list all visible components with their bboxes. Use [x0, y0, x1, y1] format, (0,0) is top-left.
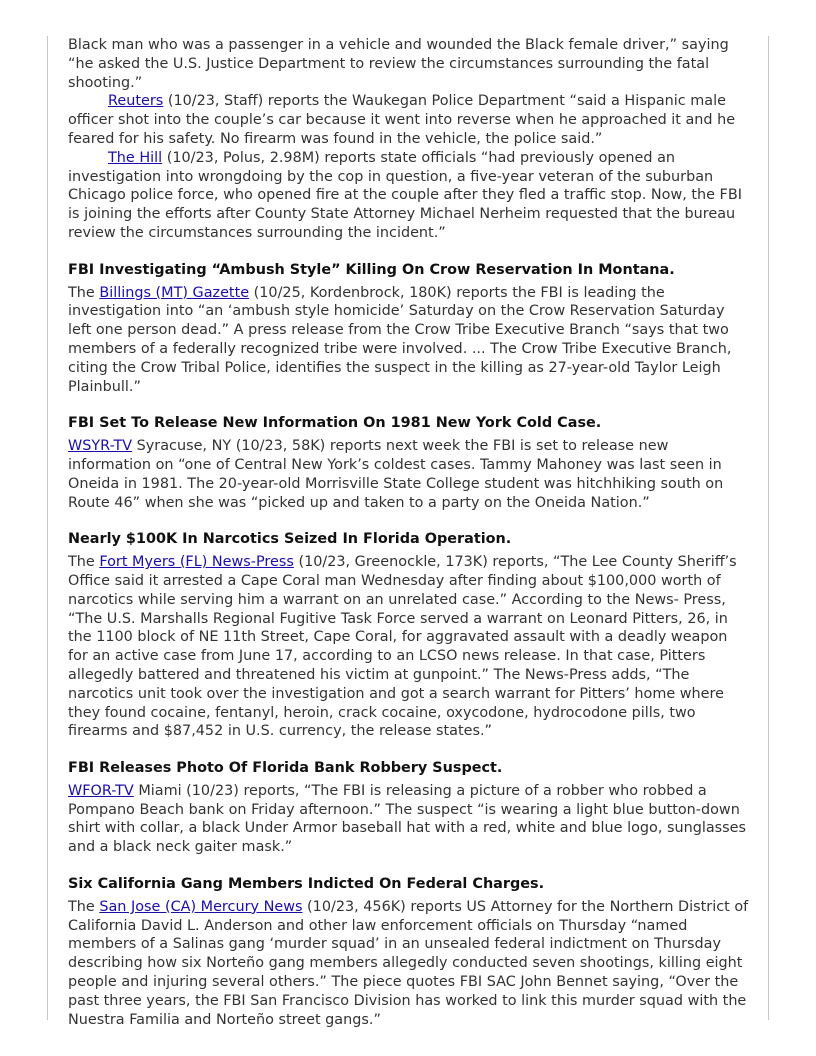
source-link-fort-myers-news-press[interactable]: Fort Myers (FL) News-Press — [99, 554, 294, 571]
article-headline-cold-case: FBI Set To Release New Information On 1981 New York Cold Case. — [68, 415, 602, 432]
paragraph-text: (10/25, Kordenbrock, 180K) reports the FBI is leading the investigation into “an ‘ambush style homicide’ Saturday on the Crow Reservation Saturday left one person dead.” A press release from the Crow Tribe Executive Branch “says that two members of a federally recognized tribe were involved. ... The Crow Tribe Executive Branch, citing the Crow Tribal Police, identifies the suspect in the killing as 27-year-old Taylor Leigh Plainbull.” — [68, 284, 732, 395]
article-body-gang-indictment — [68, 898, 750, 1030]
article-headline-gang-indictment: Six California Gang Members Indicted On Federal Charges. — [68, 876, 545, 893]
source-link-billings-gazette[interactable]: Billings (MT) Gazette — [99, 284, 250, 301]
intro-paragraph-reuters — [68, 92, 750, 148]
paragraph-lead: The — [68, 284, 100, 301]
paragraph-text: Syracuse, NY (10/23, 58K) reports next week the FBI is set to release new information on “one of Central New York’s coldest cases. Tammy Mahoney was last seen in Oneida in 1981. The 20-year-old Morrisville State College student was hitchhiking south on Route 46” when she was “picked up and taken to a party on the Oneida Nation.” — [68, 438, 724, 511]
paragraph-text: (10/23, Polus, 2.98M) reports state officials “had previously opened an investigation into wrongdoing by the cop in question, a five-year veteran of the suburban Chicago police force, who opened fire at the couple after they fled a traffic stop. Now, the FBI is joining the efforts after County State Attorney Michael Nerheim requested that the bureau review the circumstances surrounding the incident.” — [68, 149, 742, 241]
left-page-rule — [47, 36, 48, 1020]
article-body-bank-robbery — [68, 782, 750, 857]
source-link-wfor-tv[interactable]: WFOR-TV — [68, 782, 134, 799]
document-body — [68, 36, 750, 1029]
paragraph-text: (10/23, 456K) reports US Attorney for the Northern District of California David L. Anderson and other law enforcement officials on Thursday “named members of a Salinas gang ‘murder squad’ in an unsealed federal indictment on Thursday describing how six Norteño gang members allegedly conducted seven shootings, killing eight people and injuring several others.” The piece quotes FBI SAC John Bennet saying, “Over the past three years, the FBI San Francisco Division has worked to link this murder squad with the Nuestra Familia and Norteño street gangs.” — [68, 898, 749, 1028]
article-headline-narcotics: Nearly $100K In Narcotics Seized In Florida Operation. — [68, 531, 512, 548]
paragraph-lead: The — [68, 554, 100, 571]
source-link-wsyr-tv[interactable]: WSYR-TV — [68, 438, 133, 455]
paragraph-lead: The — [68, 898, 100, 915]
article-body-cold-case — [68, 437, 750, 512]
paragraph-text: (10/23, Staff) reports the Waukegan Police Department “said a Hispanic male officer shot into the couple’s car because it went into reverse when he approached it and he feared for his safety. No firearm was found in the vehicle, the police said.” — [68, 93, 736, 147]
intro-paragraph-continuation: Black man who was a passenger in a vehicle and wounded the Black female driver,” saying “he asked the U.S. Justice Department to review the circumstances surrounding the fatal shooting.” — [68, 37, 729, 91]
source-link-reuters[interactable]: Reuters — [108, 93, 164, 110]
right-page-rule — [768, 36, 769, 1020]
article-headline-crow-reservation: FBI Investigating “Ambush Style” Killing On Crow Reservation In Montana. — [68, 261, 675, 278]
source-link-the-hill[interactable]: The Hill — [108, 149, 163, 166]
article-body-crow-reservation — [68, 284, 750, 397]
intro-paragraph-the-hill — [68, 149, 750, 243]
paragraph-text: (10/23, Greenockle, 173K) reports, “The Lee County Sheriff’s Office said it arrested a Cape Coral man Wednesday after finding about $100,000 worth of narcotics while serving him a warrant on an unrelated case.” According to the News- Press, “The U.S. Marshalls Regional Fugitive Task Force served a warrant on Leonard Pitters, 26, in the 1100 block of NE 11th Street, Cape Coral, for aggravated assault with a deadly weapon for an active case from June 17, according to an LCSO news release. In that case, Pitters allegedly battered and threatened his victim at gunpoint.” The News-Press adds, “The narcotics unit took over the investigation and got a search warrant for Pitters’ home where they found cocaine, fentanyl, heroin, crack cocaine, oxycodone, hydrocodone pills, two firearms and $87,452 in U.S. currency, the release states.” — [68, 554, 737, 740]
paragraph-text: Miami (10/23) reports, “The FBI is releasing a picture of a robber who robbed a Pompano Beach bank on Friday afternoon.” The suspect “is wearing a light blue button-down shirt with collar, a black Under Armor baseball hat with a red, white and blue logo, sunglasses and a black neck gaiter mask.” — [68, 782, 747, 856]
article-headline-bank-robbery: FBI Releases Photo Of Florida Bank Robbery Suspect. — [68, 760, 503, 777]
article-body-narcotics — [68, 553, 750, 741]
source-link-mercury-news[interactable]: San Jose (CA) Mercury News — [99, 898, 303, 915]
